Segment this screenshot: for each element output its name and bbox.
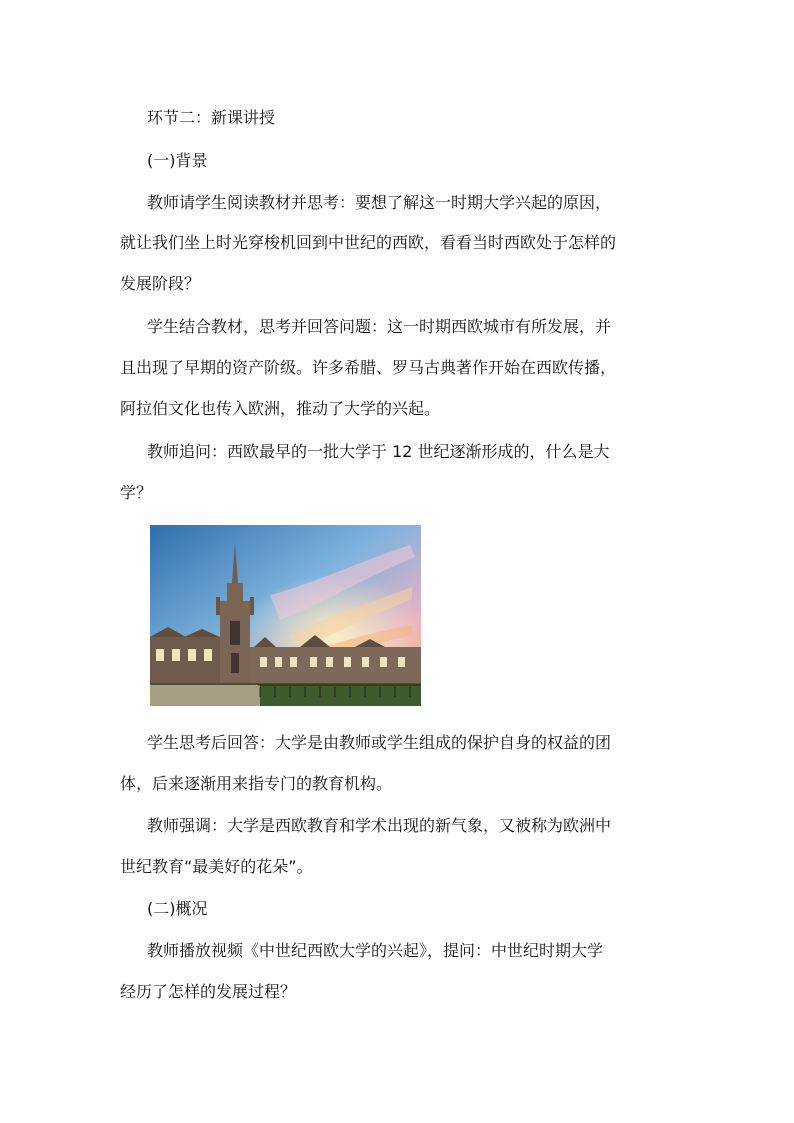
paragraph-line: 就让我们坐上时光穿梭机回到中世纪的西欧，看看当时西欧处于怎样的: [120, 233, 617, 252]
paragraph-line: 教师请学生阅读教材并思考：要想了解这一时期大学兴起的原因，: [147, 193, 612, 212]
paragraph-line: 学生结合教材，思考并回答问题：这一时期西欧城市有所发展，并: [147, 317, 612, 336]
paragraph-line: 经历了怎样的发展过程？: [120, 982, 297, 1001]
paragraph-line: 且出现了早期的资产阶级。许多希腊、罗马古典著作开始在西欧传播，: [120, 358, 617, 377]
paragraph-line: 教师播放视频《中世纪西欧大学的兴起》，提问：中世纪时期大学: [147, 941, 604, 960]
paragraph-line: 体，后来逐渐用来指专门的教育机构。: [120, 774, 393, 793]
paragraph-line: 世纪教育“最美好的花朵”。: [120, 857, 313, 876]
paragraph-line: 发展阶段？: [120, 274, 201, 293]
paragraph-line: 教师追问：西欧最早的一批大学于 12 世纪逐渐形成的，什么是大: [147, 442, 610, 461]
paragraph-line: 阿拉伯文化也传入欧洲，推动了大学的兴起。: [120, 399, 441, 418]
university-photo: [150, 525, 421, 706]
paragraph-line: 学？: [120, 483, 153, 502]
paragraph-line: 教师强调：大学是西欧教育和学术出现的新气象，又被称为欧洲中: [147, 816, 612, 835]
section-heading: 环节二：新课讲授: [147, 108, 276, 127]
paragraph-line: 学生思考后回答：大学是由教师或学生组成的保护自身的权益的团: [147, 733, 612, 752]
subsection-heading-overview: (二)概况: [147, 899, 208, 918]
subsection-heading-background: (一)背景: [147, 151, 208, 170]
